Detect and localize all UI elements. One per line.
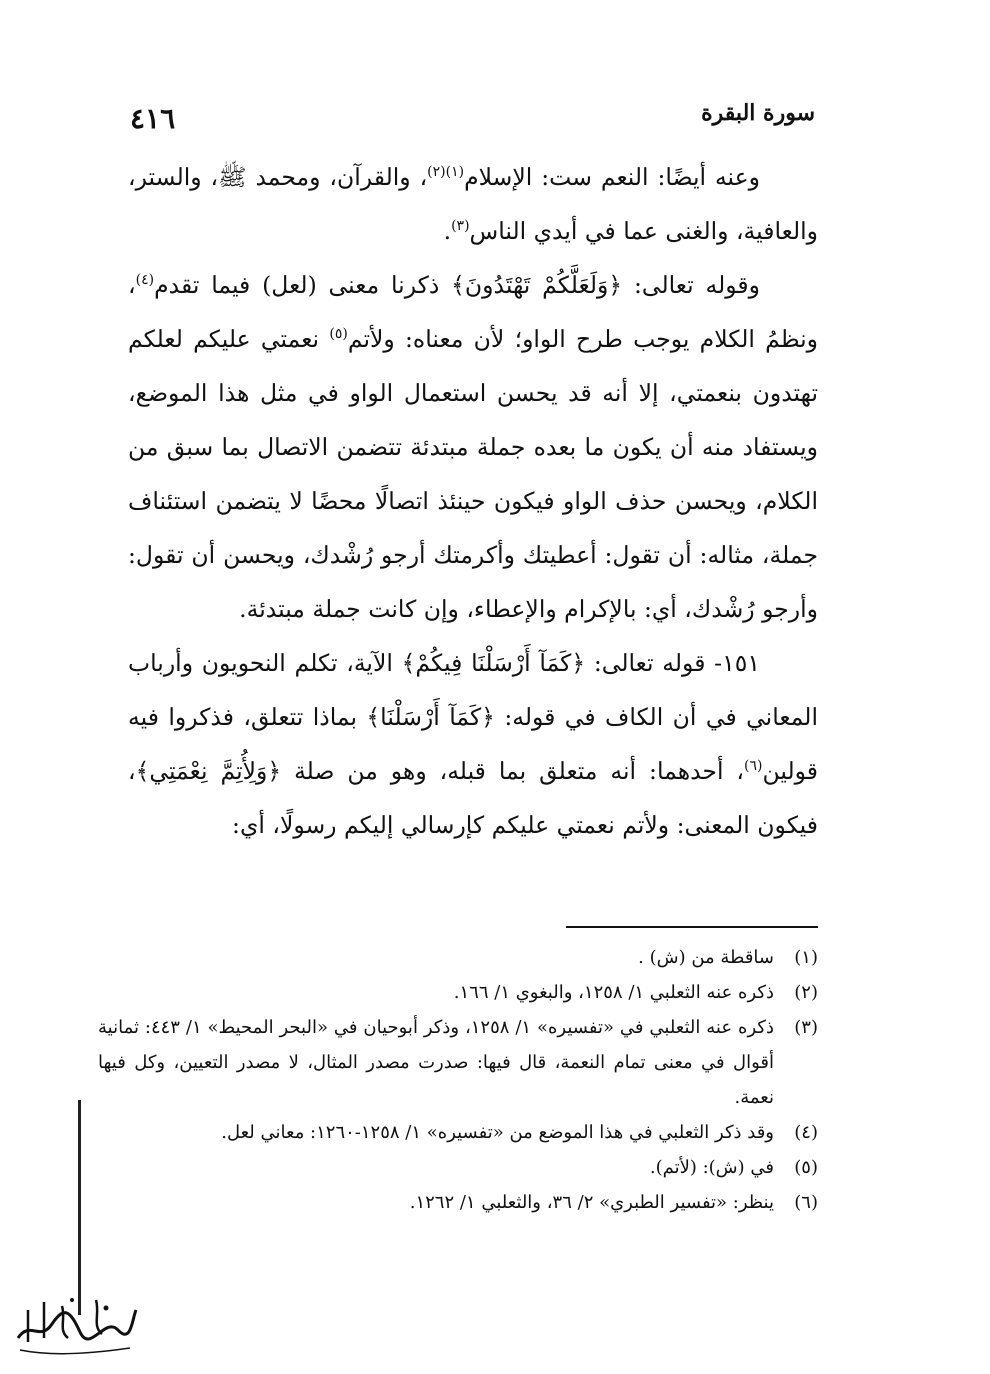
footnote-text: ساقطة من (ش) . [638,947,774,968]
text-run: وقوله تعالى: ﴿وَلَعَلَّكُمْ تَهْتَدُونَ﴾ ذكرنا معنى (لعل) فيما تقدم [154,271,760,299]
footnote-text: في (ش): (لأتم). [649,1157,774,1178]
footnote-separator [566,926,818,928]
page-header [130,98,815,134]
footnote-number: (٢) [794,982,818,1003]
calligraphy-stamp-icon [10,1280,140,1360]
footnote-text: ذكره عنه الثعلبي ١/ ١٢٥٨، والبغوي ١/ ١٦٦. [453,982,774,1003]
text-run: نعمتي عليكم لعلكم تهتدون بنعمتي، إلا أنه قد يحسن استعمال الواو في مثل هذا الموضع، ويستفاد منه أن يكون ما بعده جملة مبتدئة تتضمن الاتصال بما سبق من الكلام، ويحسن حذف الواو فيكون حينئذ اتصالًا محضًا لا يتضمن استئناف جملة، مثاله: أن تقول: أعطيتك وأكرمتك أرجو رُشْدك، ويحسن أن تقول: وأرجو رُشْدك، أي: بالإكرام والإعطاء، وإن كانت جملة مبتدئة. [128,325,818,623]
footnote-ref: (٣) [451,218,470,235]
footnote-number: (٥) [794,1157,818,1178]
footnote-text: ذكره عنه الثعلبي في «تفسيره» ١/ ١٢٥٨، وذكر أبوحيان في «البحر المحيط» ١/ ٤٤٣: ثمانية أقوال في معنى تمام النعمة، قال فيها: صدرت مصدر المثال، لا مصدر التعيين، وكل فيها نعمة. [98,1017,774,1108]
text-run: . [443,217,452,245]
text-run: ، ونظمُ الكلام يوجب طرح الواو؛ لأن معناه: ولأتم [128,271,818,353]
text-run: وعنه أيضًا: النعم ست: الإسلام [464,163,760,191]
footnote [98,940,818,975]
running-title: سورة البقرة [701,100,815,126]
paragraph-3 [128,636,818,852]
footnote-number: (١) [794,947,818,968]
footnote-number: (٤) [794,1122,818,1143]
text-run: ١٥١- قوله تعالى: ﴿كَمَآ أَرْسَلْنَا فِيكُمْ﴾ الآية، تكلم النحويون وأرباب المعاني في أن الكاف في قوله: ﴿كَمَآ أَرْسَلْنَا﴾ بماذا تتعلق، فذكروا فيه قولين [128,649,818,785]
text-run: ، والقرآن، ومحمد ﷺ، والستر، والعافية، والغنى عما في أيدي الناس [128,163,818,245]
text-run: ، أحدهما: أنه متعلق بما قبله، وهو من صلة ﴿وَلِأُتِمَّ نِعْمَتِي﴾، فيكون المعنى: ولأتم نعمتي عليكم كإرسالي إليكم رسولًا، أي: [128,757,818,839]
footnote-ref: (٤) [135,272,155,289]
paragraph-2 [128,258,818,636]
footnote-text: ينظر: «تفسير الطبري» ٢/ ٣٦، والثعلبي ١/ ١٢٦٢. [409,1192,774,1213]
footnote-number: (٣) [794,1017,818,1038]
footnote [98,975,818,1010]
footnotes [98,940,818,1220]
footnote-ref: (٥) [329,326,348,343]
footnote-ref: (١)(٢) [427,164,465,181]
footnote [98,1150,818,1185]
main-text [128,150,818,852]
footnote [98,1115,818,1150]
footnote-ref: (٦) [744,758,763,775]
page-number: ٤١٦ [130,102,176,135]
footnote-number: (٦) [794,1192,818,1213]
footnote [98,1185,818,1220]
footnote-text: وقد ذكر الثعلبي في هذا الموضع من «تفسيره» ١/ ١٢٥٨-١٢٦٠: معاني لعل. [221,1122,774,1143]
paragraph-1 [128,150,818,258]
footnote [98,1010,818,1115]
